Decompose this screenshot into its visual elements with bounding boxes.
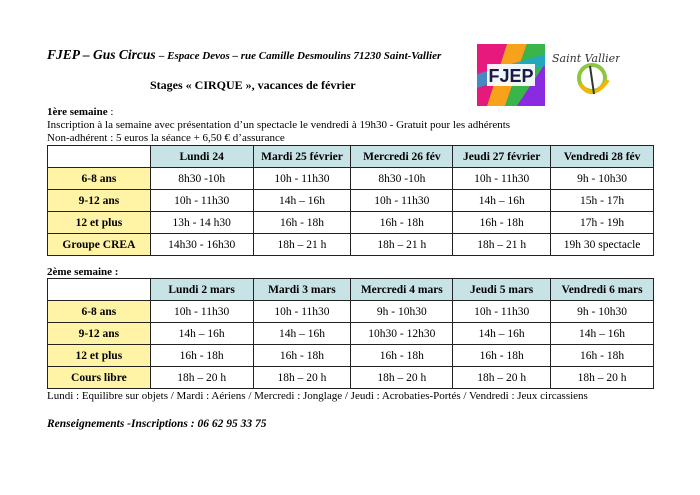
- week1-info-1: Inscription à la semaine avec présentation d’un spectacle le vendredi à 19h30 - Gratuit pour les adhérents: [47, 119, 511, 131]
- time-cell: 18h – 21 h: [253, 234, 351, 256]
- week2-table: [47, 278, 654, 389]
- time-cell: 16h - 18h: [453, 212, 551, 234]
- group-label: 9-12 ans: [48, 323, 151, 345]
- time-cell: 10h - 11h30: [253, 168, 351, 190]
- time-cell: 9h - 10h30: [551, 168, 654, 190]
- org-name: FJEP – Gus Circus: [47, 47, 156, 62]
- time-cell: 14h30 - 16h30: [150, 234, 253, 256]
- fjep-logo-text: FJEP: [488, 66, 534, 86]
- time-cell: 14h – 16h: [253, 323, 351, 345]
- time-cell: 10h - 11h30: [453, 301, 551, 323]
- time-cell: 14h – 16h: [453, 190, 551, 212]
- time-cell: 8h30 -10h: [150, 168, 253, 190]
- time-cell: 14h – 16h: [253, 190, 351, 212]
- time-cell: 17h - 19h: [551, 212, 654, 234]
- table-corner: [48, 279, 151, 301]
- table-row: [48, 234, 654, 256]
- time-cell: 16h - 18h: [150, 345, 253, 367]
- fjep-logo: [477, 44, 545, 106]
- time-cell: 14h – 16h: [150, 323, 253, 345]
- time-cell: 10h - 11h30: [253, 301, 351, 323]
- header-line: [47, 47, 441, 63]
- time-cell: 10h - 11h30: [150, 301, 253, 323]
- time-cell: 10h - 11h30: [150, 190, 253, 212]
- time-cell: 19h 30 spectacle: [551, 234, 654, 256]
- group-label: Groupe CREA: [48, 234, 151, 256]
- table-row: [48, 323, 654, 345]
- week1-label-suffix: :: [107, 106, 114, 118]
- time-cell: 13h - 14 h30: [150, 212, 253, 234]
- time-cell: 18h – 20 h: [351, 367, 453, 389]
- time-cell: 16h - 18h: [551, 345, 654, 367]
- time-cell: 9h - 10h30: [551, 301, 654, 323]
- day-header: Vendredi 6 mars: [551, 279, 654, 301]
- saint-vallier-logo: [550, 44, 620, 104]
- time-cell: 14h – 16h: [453, 323, 551, 345]
- fjep-logo-graphic: [477, 44, 545, 106]
- time-cell: 8h30 -10h: [351, 168, 453, 190]
- table-row: [48, 301, 654, 323]
- time-cell: 16h - 18h: [253, 212, 351, 234]
- table-corner: [48, 146, 151, 168]
- group-label: 12 et plus: [48, 345, 151, 367]
- saint-vallier-logo-graphic: [550, 44, 620, 104]
- week2-label: [47, 266, 118, 278]
- group-label: 6-8 ans: [48, 301, 151, 323]
- time-cell: 15h - 17h: [551, 190, 654, 212]
- day-header: Mardi 25 février: [253, 146, 351, 168]
- saint-vallier-logo-text: Saint Vallier: [552, 52, 620, 65]
- time-cell: 10h30 - 12h30: [351, 323, 453, 345]
- week1-label: [47, 106, 113, 118]
- time-cell: 18h – 20 h: [253, 367, 351, 389]
- group-label: 9-12 ans: [48, 190, 151, 212]
- week1-table: [47, 145, 654, 256]
- time-cell: 10h - 11h30: [453, 168, 551, 190]
- table-row: [48, 190, 654, 212]
- week1-info-2: Non-adhérent : 5 euros la séance + 6,50 € d’assurance: [47, 132, 285, 144]
- time-cell: 18h – 20 h: [453, 367, 551, 389]
- page-title: Stages « CIRQUE », vacances de février: [150, 78, 356, 92]
- contact-info: Renseignements -Inscriptions : 06 62 95 33 75: [47, 418, 267, 430]
- group-label: Cours libre: [48, 367, 151, 389]
- day-header: Mardi 3 mars: [253, 279, 351, 301]
- group-label: 12 et plus: [48, 212, 151, 234]
- table-header-row: [48, 279, 654, 301]
- day-header: Mercredi 4 mars: [351, 279, 453, 301]
- day-header: Jeudi 5 mars: [453, 279, 551, 301]
- time-cell: 16h - 18h: [351, 345, 453, 367]
- time-cell: 9h - 10h30: [351, 301, 453, 323]
- day-header: Jeudi 27 février: [453, 146, 551, 168]
- day-header: Mercredi 26 fév: [351, 146, 453, 168]
- time-cell: 16h - 18h: [453, 345, 551, 367]
- time-cell: 16h - 18h: [351, 212, 453, 234]
- time-cell: 18h – 21 h: [453, 234, 551, 256]
- day-header: Vendredi 28 fév: [551, 146, 654, 168]
- time-cell: 16h - 18h: [253, 345, 351, 367]
- week2-label-text: 2ème semaine :: [47, 266, 119, 278]
- time-cell: 10h - 11h30: [351, 190, 453, 212]
- time-cell: 18h – 20 h: [150, 367, 253, 389]
- table-row: [48, 367, 654, 389]
- time-cell: 14h – 16h: [551, 323, 654, 345]
- day-header: Lundi 2 mars: [150, 279, 253, 301]
- table-row: [48, 345, 654, 367]
- time-cell: 18h – 20 h: [551, 367, 654, 389]
- day-header: Lundi 24: [150, 146, 253, 168]
- org-address: – Espace Devos – rue Camille Desmoulins 71230 Saint-Vallier: [158, 50, 442, 62]
- group-label: 6-8 ans: [48, 168, 151, 190]
- time-cell: 18h – 21 h: [351, 234, 453, 256]
- week1-label-text: 1ère semaine: [47, 106, 108, 118]
- table-row: [48, 168, 654, 190]
- table-row: [48, 212, 654, 234]
- activities-legend: Lundi : Equilibre sur objets / Mardi : Aériens / Mercredi : Jonglage / Jeudi : Acrobaties-Portés / Vendredi : Jeux circassiens: [47, 390, 588, 402]
- table-header-row: [48, 146, 654, 168]
